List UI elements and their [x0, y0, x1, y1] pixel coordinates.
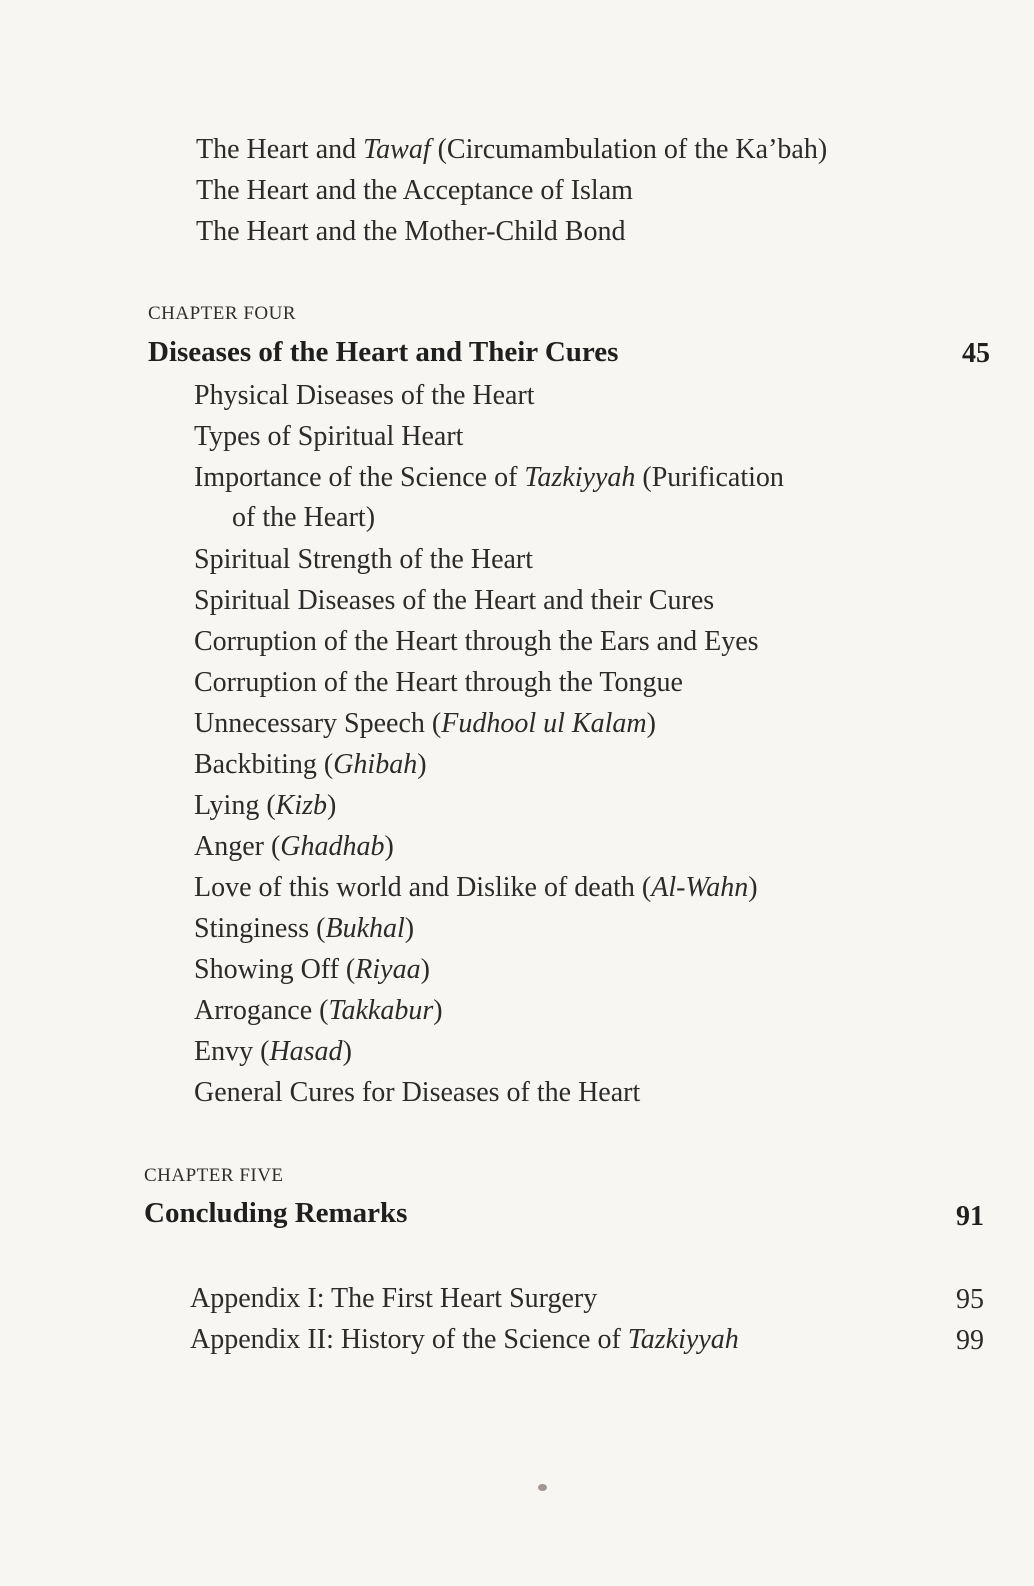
toc-entry: Corruption of the Heart through the Tongue [194, 667, 683, 698]
toc-entry: Lying (Kizb) [194, 790, 337, 821]
toc-entry-tawaf: The Heart and Tawaf (Circumambulation of the Ka’bah) [196, 134, 828, 165]
toc-entry: General Cures for Diseases of the Heart [194, 1077, 641, 1108]
chapter-four-page-number: 45 [962, 338, 990, 369]
toc-entry-mother-child-bond: The Heart and the Mother-Child Bond [196, 216, 626, 247]
toc-entry: Anger (Ghadhab) [194, 831, 394, 862]
toc-entry-continuation: of the Heart) [232, 502, 376, 533]
toc-entry: Spiritual Strength of the Heart [194, 544, 534, 575]
chapter-five-title: Concluding Remarks [144, 1197, 408, 1229]
toc-entry: Unnecessary Speech (Fudhool ul Kalam) [194, 708, 656, 739]
toc-entry: Spiritual Diseases of the Heart and their Cures [194, 585, 715, 616]
chapter-five-label: CHAPTER FIVE [144, 1165, 284, 1186]
toc-entry: Arrogance (Takkabur) [194, 995, 443, 1026]
toc-entry: Love of this world and Dislike of death (Al-Wahn) [194, 872, 758, 903]
toc-entry: Backbiting (Ghibah) [194, 749, 427, 780]
ink-speck [538, 1484, 547, 1491]
toc-entry: Types of Spiritual Heart [194, 421, 464, 452]
appendix-one-entry: Appendix I: The First Heart Surgery [190, 1283, 598, 1314]
toc-entry: Importance of the Science of Tazkiyyah (Purification [194, 462, 784, 493]
chapter-four-label: CHAPTER FOUR [148, 303, 296, 324]
appendix-two-page-number: 99 [956, 1325, 984, 1356]
toc-entry: Envy (Hasad) [194, 1036, 352, 1067]
appendix-two-entry: Appendix II: History of the Science of Tazkiyyah [190, 1324, 739, 1355]
toc-entry: Physical Diseases of the Heart [194, 380, 535, 411]
appendix-one-page-number: 95 [956, 1284, 984, 1315]
toc-entry: Corruption of the Heart through the Ears and Eyes [194, 626, 759, 657]
chapter-five-page-number: 91 [956, 1201, 984, 1232]
toc-entry: Showing Off (Riyaa) [194, 954, 430, 985]
chapter-four-title: Diseases of the Heart and Their Cures [148, 336, 619, 368]
toc-entry-acceptance-of-islam: The Heart and the Acceptance of Islam [196, 175, 633, 206]
toc-entry: Stinginess (Bukhal) [194, 913, 415, 944]
